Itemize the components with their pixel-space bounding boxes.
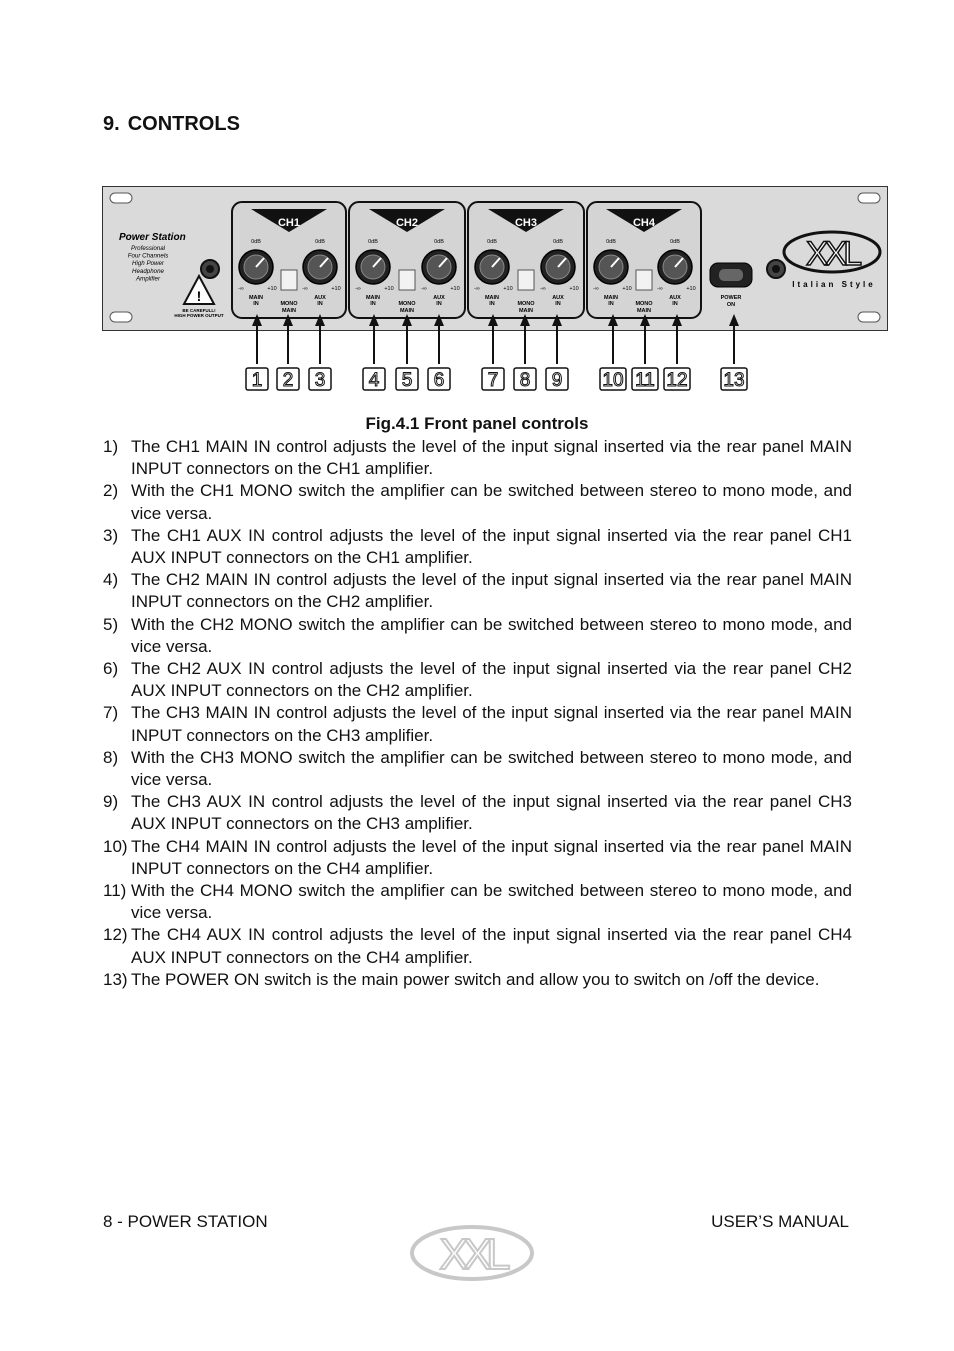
main-max-label: +10: [622, 286, 632, 292]
list-item: [103, 880, 852, 924]
aux-min-label: -∞: [540, 286, 546, 292]
callout-number: 7: [487, 370, 499, 391]
list-item-text: With the CH3 MONO switch the amplifier can be switched between stereo to mono mode, and vice versa.: [131, 747, 852, 790]
aux-min-label: -∞: [421, 286, 427, 292]
list-item-number: 4): [103, 570, 119, 590]
aux-label-line-2: IN: [672, 301, 678, 307]
mono-label-line-1: MONO: [635, 301, 653, 307]
main-label-line-1: MAIN: [365, 295, 381, 301]
list-item-text: The CH4 MAIN IN control adjusts the level of the input signal inserted via the rear panel MAIN INPUT connectors on the CH4 amplifier.: [131, 836, 852, 878]
footer-logo-text: XXL: [439, 1230, 505, 1279]
controls-list: [103, 436, 852, 991]
main-db-label: 0dB: [606, 239, 616, 245]
main-label-line-2: IN: [608, 301, 614, 307]
mono-switch: [399, 270, 415, 290]
aux-min-label: -∞: [302, 286, 308, 292]
main-min-label: -∞: [355, 286, 361, 292]
list-item-text: The CH2 AUX IN control adjusts the level of the input signal inserted via the rear panel CH2 AUX INPUT connectors on the CH2 amplifier.: [131, 659, 852, 701]
list-item: [103, 436, 852, 480]
list-item-number: 1): [103, 437, 119, 456]
main-label-line-2: IN: [253, 301, 259, 307]
brand-tagline-line: High Power: [132, 260, 164, 268]
output-jack-inner: [772, 265, 780, 273]
channel-name: CH3: [514, 217, 538, 229]
callout-number: 13: [723, 370, 745, 391]
aux-label-line-2: IN: [555, 301, 561, 307]
footer-right: USER’S MANUAL: [711, 1212, 849, 1231]
list-item-text: The CH3 MAIN IN control adjusts the level of the input signal inserted via the rear panel MAIN INPUT connectors on the CH3 amplifier.: [131, 703, 852, 745]
list-item-text: The CH3 AUX IN control adjusts the level of the input signal inserted via the rear panel CH3 AUX INPUT connectors on the CH3 amplifier.: [131, 792, 852, 834]
aux-max-label: +10: [450, 286, 460, 292]
channel-name: CH2: [395, 217, 419, 229]
main-min-label: -∞: [593, 286, 599, 292]
callout-number: 12: [666, 370, 688, 391]
main-label-line-1: MAIN: [484, 295, 500, 301]
main-max-label: +10: [384, 286, 394, 292]
callout-number: 2: [282, 370, 294, 391]
figure-caption: Fig.4.1 Front panel controls: [365, 414, 589, 433]
list-item-text: The CH1 AUX IN control adjusts the level of the input signal inserted via the rear panel CH1 AUX INPUT connectors on the CH1 amplifier.: [131, 525, 852, 568]
main-max-label: +10: [503, 286, 513, 292]
aux-label-line-2: IN: [317, 301, 323, 307]
mono-label-line-2: MAIN: [399, 308, 415, 314]
list-item-number: 7): [103, 703, 119, 723]
aux-label-line-1: AUX: [669, 295, 681, 301]
main-label-line-1: MAIN: [248, 295, 264, 301]
list-item-text: With the CH4 MONO switch the amplifier can be switched between stereo to mono mode, and vice versa.: [131, 881, 852, 923]
mono-label-line-2: MAIN: [281, 308, 297, 314]
callout-number: 1: [251, 370, 263, 391]
main-min-label: -∞: [474, 286, 480, 292]
list-item: [103, 702, 852, 746]
aux-db-label: 0dB: [315, 239, 325, 245]
list-item-number: 10): [103, 836, 128, 856]
front-panel-figure: [102, 186, 888, 396]
mono-label-line-2: MAIN: [636, 308, 652, 314]
aux-label-line-1: AUX: [552, 295, 564, 301]
list-item-text: With the CH2 MONO switch the amplifier can be switched between stereo to mono mode, and vice versa.: [131, 614, 852, 656]
channel-name: CH4: [632, 217, 656, 229]
mono-label-line-2: MAIN: [518, 308, 534, 314]
aux-max-label: +10: [686, 286, 696, 292]
list-item-number: 3): [103, 525, 119, 545]
section-heading: [103, 113, 248, 136]
panel-logo: XXL: [805, 235, 859, 273]
list-item-number: 12): [103, 925, 128, 945]
brand-title: Power Station: [119, 232, 186, 243]
channel-ch1: [232, 202, 346, 318]
brand-tagline-line: Four Channels: [127, 252, 169, 260]
warning-icon-mark: !: [196, 288, 202, 304]
callout-number: 8: [519, 370, 531, 391]
main-db-label: 0dB: [487, 239, 497, 245]
list-item: [103, 836, 852, 880]
footer-logo: [408, 1222, 536, 1284]
power-label-line-2: ON: [726, 302, 736, 308]
aux-max-label: +10: [569, 286, 579, 292]
rack-slot: [858, 193, 880, 203]
list-item-number: 11): [103, 881, 127, 901]
warning-line-1: BE CAREFULL!: [182, 308, 216, 313]
main-db-label: 0dB: [368, 239, 378, 245]
mono-switch: [518, 270, 534, 290]
rack-slot: [110, 312, 132, 322]
callout-number: 10: [602, 370, 624, 391]
list-item-number: 2): [103, 481, 119, 501]
list-item-text: The CH2 MAIN IN control adjusts the level of the input signal inserted via the rear panel MAIN INPUT connectors on the CH2 amplifier.: [131, 570, 852, 612]
list-item-number: 8): [103, 747, 119, 767]
rack-slot: [110, 193, 132, 203]
list-item-text: The POWER ON switch is the main power switch and allow you to switch on /off the device.: [131, 969, 820, 989]
headphone-jack-inner: [206, 265, 214, 273]
callout-number: 11: [635, 370, 655, 391]
aux-min-label: -∞: [657, 286, 663, 292]
main-label-line-2: IN: [489, 301, 495, 307]
mono-label-line-1: MONO: [398, 301, 416, 307]
brand-tagline-line: Headphone: [132, 267, 164, 275]
channel-name: CH1: [277, 217, 301, 229]
list-item: [103, 924, 852, 968]
power-label-line-1: POWER: [720, 295, 742, 301]
main-label-line-2: IN: [370, 301, 376, 307]
list-item-text: With the CH1 MONO switch the amplifier can be switched between stereo to mono mode, and vice versa.: [131, 481, 852, 523]
brand-tagline-line: Amplifier: [135, 275, 161, 283]
channel-ch4: [587, 202, 701, 318]
channel-ch3: [468, 202, 584, 318]
callout-number: 4: [368, 370, 380, 391]
list-item: [103, 791, 852, 835]
mono-switch: [281, 270, 297, 290]
aux-db-label: 0dB: [434, 239, 444, 245]
aux-label-line-1: AUX: [314, 295, 326, 301]
mono-switch: [636, 270, 652, 290]
main-db-label: 0dB: [251, 239, 261, 245]
list-item-number: 5): [103, 614, 119, 634]
main-label-line-1: MAIN: [603, 295, 619, 301]
aux-label-line-2: IN: [436, 301, 442, 307]
callout-number: 5: [401, 370, 413, 391]
list-item-number: 9): [103, 792, 119, 812]
main-min-label: -∞: [238, 286, 244, 292]
list-item: [103, 969, 852, 991]
callout-number: 9: [551, 370, 563, 391]
main-max-label: +10: [267, 286, 277, 292]
callout-number: 6: [433, 370, 445, 391]
list-item-text: The CH1 MAIN IN control adjusts the level of the input signal inserted via the rear panel MAIN INPUT connectors on the CH1 amplifier.: [131, 437, 852, 479]
mono-label-line-1: MONO: [517, 301, 535, 307]
list-item-number: 13): [103, 969, 128, 989]
aux-db-label: 0dB: [670, 239, 680, 245]
mono-label-line-1: MONO: [280, 301, 298, 307]
power-switch-light: [719, 269, 743, 281]
list-item: [103, 569, 852, 613]
channel-ch2: [349, 202, 465, 318]
list-item-number: 6): [103, 659, 119, 679]
aux-db-label: 0dB: [553, 239, 563, 245]
section-number: 9.: [103, 113, 120, 135]
callout-number: 3: [314, 370, 326, 391]
list-item-text: The CH4 AUX IN control adjusts the level of the input signal inserted via the rear panel CH4 AUX INPUT connectors on the CH4 amplifier.: [131, 925, 852, 967]
brand-tagline-line: Professional: [130, 245, 166, 252]
list-item: [103, 658, 852, 702]
list-item: [103, 525, 852, 569]
section-title: CONTROLS: [127, 113, 240, 135]
list-item: [103, 614, 852, 658]
rack-slot: [858, 312, 880, 322]
warning-line-2: HIGH POWER OUTPUT: [174, 313, 224, 318]
aux-label-line-1: AUX: [433, 295, 445, 301]
aux-max-label: +10: [331, 286, 341, 292]
list-item: [103, 747, 852, 791]
list-item: [103, 480, 852, 524]
panel-style: Italian Style: [792, 280, 876, 289]
footer-left: 8 - POWER STATION: [103, 1212, 268, 1231]
